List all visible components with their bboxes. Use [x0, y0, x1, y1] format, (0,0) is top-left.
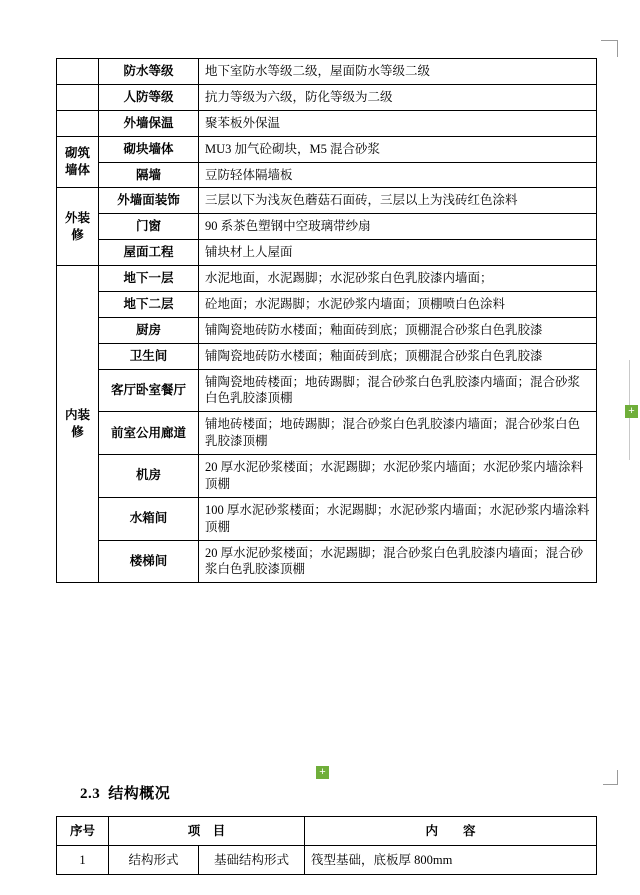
- group-label-interior: 内装修: [57, 266, 99, 583]
- table-row: [57, 412, 597, 455]
- section-number: 2.3: [80, 786, 101, 802]
- right-resize-handle[interactable]: +: [625, 405, 638, 418]
- row-content: 抗力等级为六级，防化等级为二级: [199, 84, 597, 110]
- row-item-label: 砌块墙体: [99, 136, 199, 162]
- row-item-label: 客厅卧室餐厅: [99, 369, 199, 412]
- table-row: [57, 343, 597, 369]
- row-item-label: 厨房: [99, 317, 199, 343]
- header-no: 序号: [57, 817, 109, 846]
- header-content: 内 容: [305, 817, 597, 846]
- row-item-label: 卫生间: [99, 343, 199, 369]
- table-row: [57, 110, 597, 136]
- page-corner-mark-bottom: [603, 770, 618, 785]
- table-row: [57, 317, 597, 343]
- row-content: 聚苯板外保温: [199, 110, 597, 136]
- row-content: 90 系茶色塑钢中空玻璃带纱扇: [199, 214, 597, 240]
- row-group-blank-3: [57, 110, 99, 136]
- row-item-label: 地下一层: [99, 266, 199, 292]
- row-content: 地下室防水等级二级，屋面防水等级二级: [199, 59, 597, 85]
- table-row: [57, 846, 597, 875]
- header-item: 项 目: [109, 817, 305, 846]
- row-item-label: 屋面工程: [99, 240, 199, 266]
- row-content: 铺陶瓷地砖楼面；地砖踢脚；混合砂浆白色乳胶漆内墙面；混合砂浆白色乳胶漆顶棚: [199, 369, 597, 412]
- page-corner-mark-top: [601, 40, 618, 57]
- table-row: [57, 59, 597, 85]
- row-content: 20 厚水泥砂浆楼面；水泥踢脚；混合砂浆白色乳胶漆内墙面；混合砂浆白色乳胶漆顶棚: [199, 540, 597, 583]
- row-item-label: 楼梯间: [99, 540, 199, 583]
- row-content: 20 厚水泥砂浆楼面；水泥踢脚；水泥砂浆内墙面；水泥砂浆内墙涂料顶棚: [199, 455, 597, 498]
- table-row: [57, 162, 597, 188]
- row-content: 砼地面；水泥踢脚；水泥砂浆内墙面；顶棚喷白色涂料: [199, 291, 597, 317]
- construction-overview-table: [56, 58, 597, 583]
- table-row: [57, 540, 597, 583]
- row-item-label: 外墙面装饰: [99, 188, 199, 214]
- table-row: [57, 291, 597, 317]
- table-row: [57, 240, 597, 266]
- table-row: [57, 136, 597, 162]
- row-item-label: 门窗: [99, 214, 199, 240]
- row-content: 铺陶瓷地砖防水楼面；釉面砖到底；顶棚混合砂浆白色乳胶漆: [199, 343, 597, 369]
- row-subitem: 基础结构形式: [199, 846, 305, 875]
- row-group-blank-2: [57, 84, 99, 110]
- row-item-label: 机房: [99, 455, 199, 498]
- group-label-exterior: 外装修: [57, 188, 99, 266]
- row-group-blank-1: [57, 59, 99, 85]
- row-content: 100 厚水泥砂浆楼面；水泥踢脚；水泥砂浆内墙面；水泥砂浆内墙涂料顶棚: [199, 497, 597, 540]
- row-item-label: 水箱间: [99, 497, 199, 540]
- row-content: 铺陶瓷地砖防水楼面；釉面砖到底；顶棚混合砂浆白色乳胶漆: [199, 317, 597, 343]
- row-item-label: 隔墙: [99, 162, 199, 188]
- row-item-label: 防水等级: [99, 59, 199, 85]
- table-row: [57, 266, 597, 292]
- bottom-resize-handle[interactable]: +: [316, 766, 329, 779]
- section-heading: [80, 782, 170, 803]
- row-item-label: 外墙保温: [99, 110, 199, 136]
- table-row: [57, 84, 597, 110]
- table-row: [57, 455, 597, 498]
- table-row: [57, 369, 597, 412]
- row-content: 水泥地面，水泥踢脚；水泥砂浆白色乳胶漆内墙面；: [199, 266, 597, 292]
- structure-overview-table: [56, 816, 597, 875]
- section-title: 结构概况: [108, 786, 171, 802]
- row-item-label: 地下二层: [99, 291, 199, 317]
- row-item: 结构形式: [109, 846, 199, 875]
- row-content: 豆防轻体隔墙板: [199, 162, 597, 188]
- row-item-label: 前室公用廊道: [99, 412, 199, 455]
- table-row: [57, 497, 597, 540]
- row-content: MU3 加气砼砌块，M5 混合砂浆: [199, 136, 597, 162]
- group-label-masonry: 砌筑墙体: [57, 136, 99, 188]
- table-row: [57, 214, 597, 240]
- row-content: 三层以下为浅灰色蘑菇石面砖，三层以上为浅砖红色涂料: [199, 188, 597, 214]
- row-item-label: 人防等级: [99, 84, 199, 110]
- row-no: 1: [57, 846, 109, 875]
- row-content: 筏型基础，底板厚 800mm: [305, 846, 597, 875]
- table-header-row: [57, 817, 597, 846]
- row-content: 铺地砖楼面；地砖踢脚；混合砂浆白色乳胶漆内墙面；混合砂浆白色乳胶漆顶棚: [199, 412, 597, 455]
- table-row: [57, 188, 597, 214]
- row-content: 铺块材上人屋面: [199, 240, 597, 266]
